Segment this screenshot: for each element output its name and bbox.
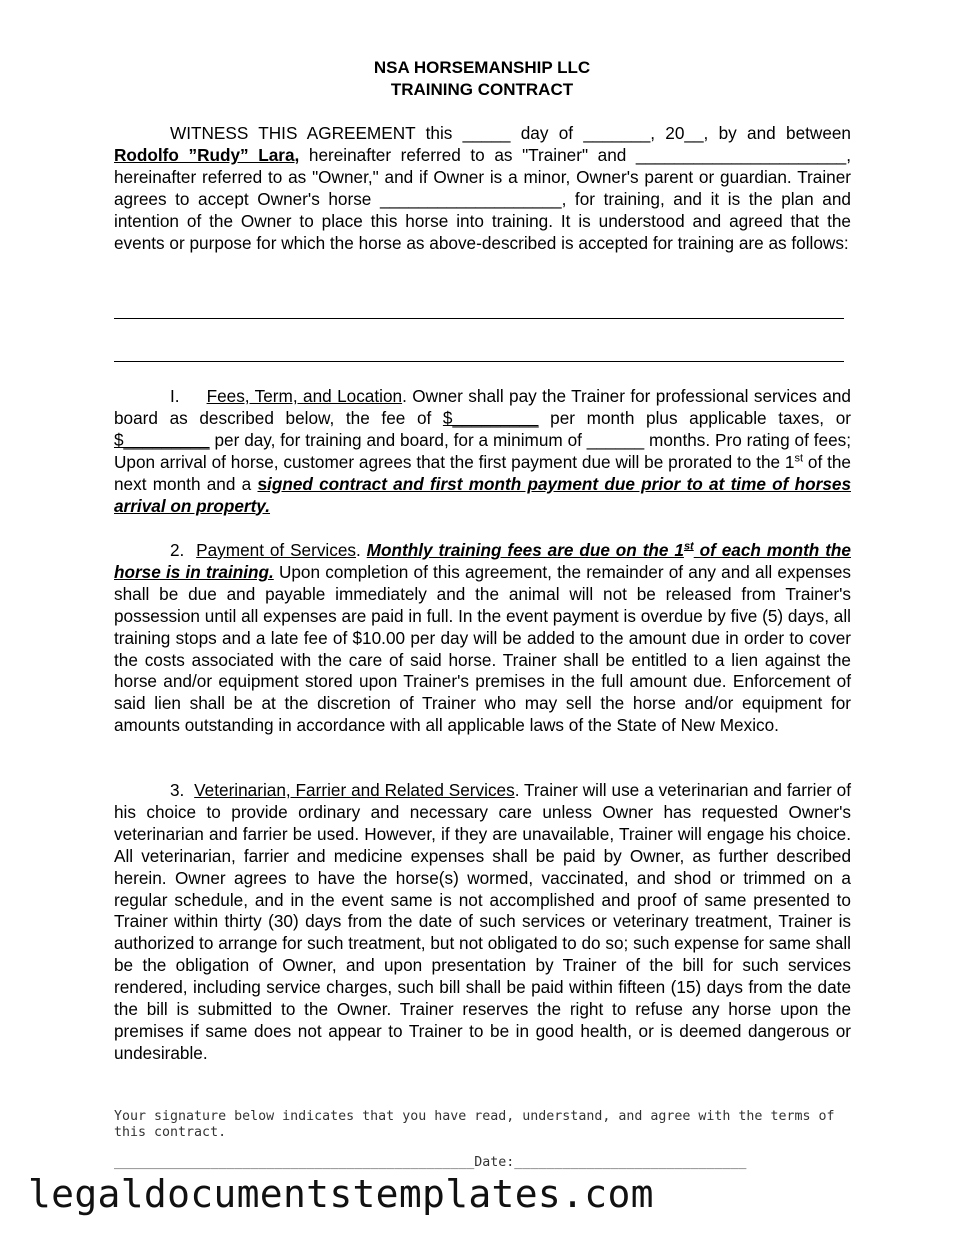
signature-line[interactable]: _____________________________________________ bbox=[114, 1155, 475, 1170]
section-3-heading: Veterinarian, Farrier and Related Services bbox=[194, 780, 515, 800]
section-2-bold-2: of each month the horse is in training. bbox=[114, 540, 851, 582]
witness-paragraph bbox=[114, 123, 851, 254]
date-line[interactable]: _____________________________ bbox=[514, 1155, 747, 1170]
section-1-bold-letter: s bbox=[257, 473, 268, 494]
fee-per-day: $_________ bbox=[114, 429, 210, 450]
section-1-text-4: of the next month and a bbox=[114, 451, 851, 494]
section-2-bold-1: Monthly training fees are due on the 1 bbox=[366, 540, 684, 560]
trainer-name: Rodolfo ”Rudy” Lara, bbox=[114, 144, 300, 165]
fee-per-month: $_________ bbox=[442, 407, 539, 428]
section-3-number: 3. bbox=[170, 780, 185, 800]
signature-row bbox=[114, 1155, 746, 1170]
section-2-text: Upon completion of this agreement, the remainder of any and all expenses shall be due and payable immediately and the animal will not be released from Trainer's possession until all expenses are paid in full. In the event payment is overdue by five (5) days, all training stops and a late fee of $10.00 per day will be added to the amount due in order to cover the costs associated with the care of said horse. Trainer shall be entitled to a lien against the horse and/or equipment stored upon Trainer's premises in the full amount due. Enforcement of said lien shall be at the discretion of Trainer who may sell the horse and/or equipment for amounts outstanding in accordance with all applicable laws of the State of New Mexico. bbox=[114, 561, 851, 736]
witness-text-1: WITNESS THIS AGREEMENT this _____ day of _______, 20__, by and between bbox=[170, 123, 851, 143]
witness-text-2: hereinafter referred to as "Trainer" and ______________________, hereinafter referred to as "Owner," and if Owner is a minor, Owner's parent or guardian. Trainer agrees to accept Owner's horse ___________________, for training, and it is the plan and intention of the Owner to place this horse into training. It is understood and agreed that the events or purpose for which the horse as above-described is accepted for training are as follows: bbox=[114, 144, 851, 253]
section-payment bbox=[114, 540, 851, 737]
section-1-text-3: per day, for training and board, for a minimum of ______ months. Pro rating of fees; Upon arrival of horse, customer agrees that the first payment due will be prorated to the 1 bbox=[114, 429, 851, 472]
purpose-line-1 bbox=[114, 318, 844, 319]
document-title: TRAINING CONTRACT bbox=[390, 80, 574, 99]
company-name: NSA HORSEMANSHIP LLC bbox=[373, 58, 591, 77]
section-3-text: . Trainer will use a veterinarian and farrier of his choice to provide ordinary and necessary care unless Owner has requested Owner's veterinarian and farrier be used. However, if they are unavailable, Trainer will engage his choice. All veterinarian, farrier and medicine expenses shall be paid by Owner, as further described herein. Owner agrees to have the horse(s) wormed, vaccinated, and shod or trimmed on a regular schedule, and in the event same is not accomplished and proof of same presented to Trainer within thirty (30) days from the date of such services or veterinary treatment, Trainer is authorized to arrange for such treatment, but not obligated to do so; such expense for same shall be the obligation of Owner, and upon presentation by Trainer of the bill for such services rendered, including service charges, such bill shall be paid within fifteen (15) days from the date the bill is submitted to the Owner. Trainer reserves the right to refuse any horse upon the premises if same does not appear to Trainer to be in good health, or is deemed dangerous or undesirable. bbox=[114, 780, 851, 1063]
section-1-text-1: . Owner shall pay the Trainer for professional services and board as described below, the fee of bbox=[114, 386, 851, 428]
section-fees bbox=[114, 386, 851, 517]
section-1-number: I. bbox=[170, 386, 180, 406]
date-label: Date: bbox=[474, 1155, 515, 1170]
watermark-text: legaldocumentstemplates.com bbox=[28, 1172, 654, 1216]
section-2-superscript: st bbox=[683, 540, 694, 553]
section-1-text-2: per month plus applicable taxes, or bbox=[538, 407, 851, 428]
section-1-superscript: st bbox=[794, 451, 804, 464]
section-2-sep: . bbox=[356, 540, 367, 560]
signature-note: Your signature below indicates that you have read, understand, and agree with the terms of this contract. bbox=[114, 1109, 835, 1140]
section-1-bold-clause: igned contract and first month payment due prior to at time of horses arrival on property. bbox=[114, 473, 851, 516]
section-1-heading: Fees, Term, and Location bbox=[206, 386, 403, 406]
section-2-heading: Payment of Services bbox=[196, 540, 356, 560]
section-veterinarian bbox=[114, 780, 851, 1065]
section-2-number: 2. bbox=[170, 540, 185, 560]
purpose-line-2 bbox=[114, 361, 844, 362]
